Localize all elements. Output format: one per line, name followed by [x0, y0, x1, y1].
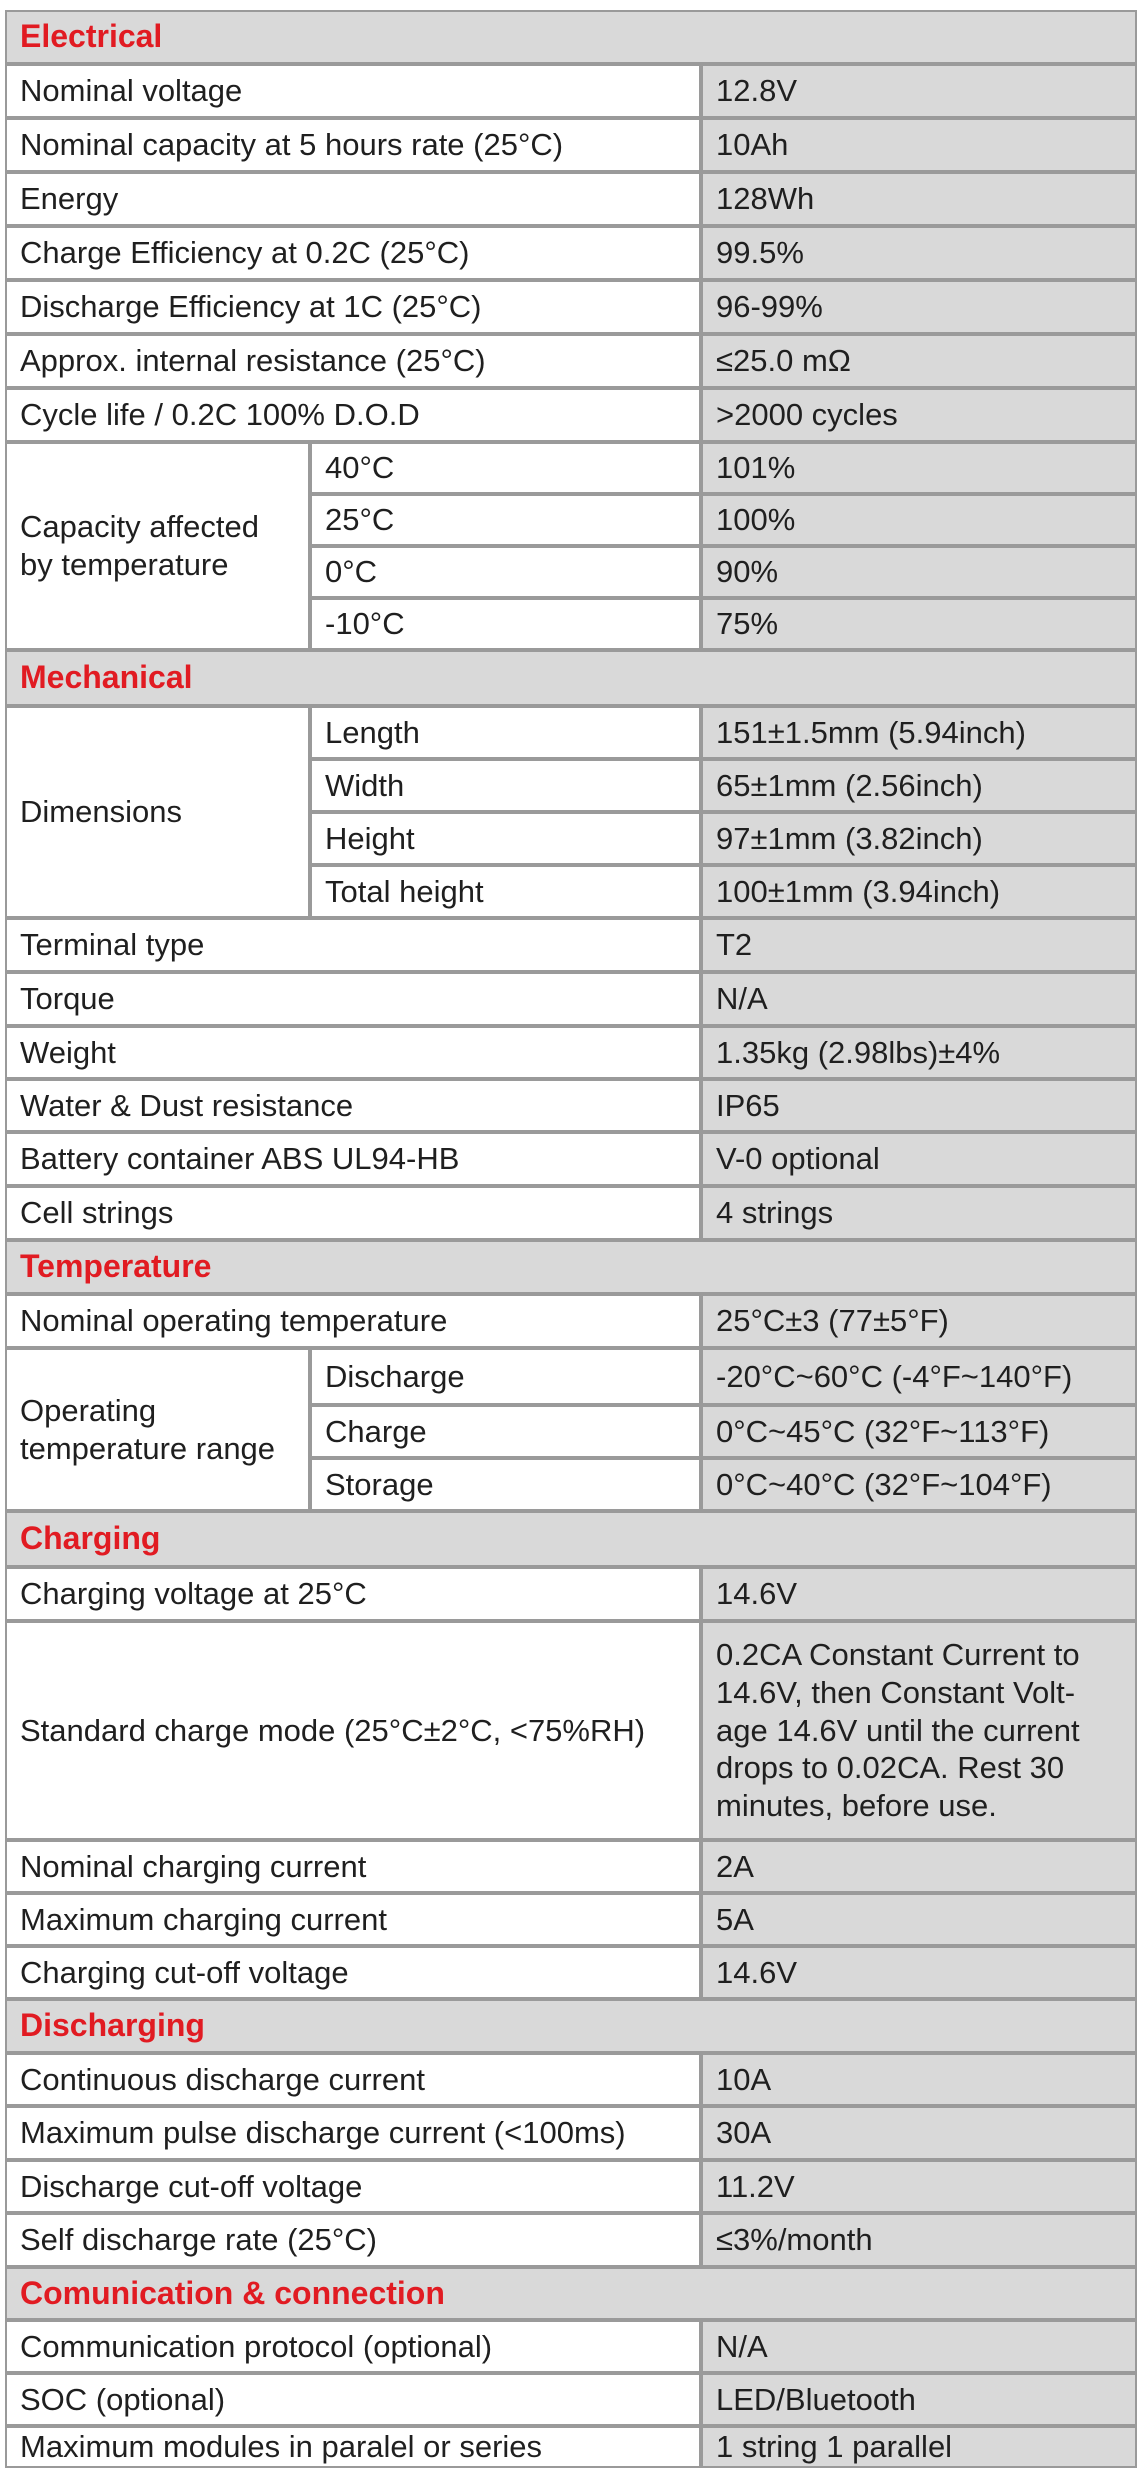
label-charge-efficiency: Charge Efficiency at 0.2C (25°C): [5, 226, 701, 280]
label-capacity-temp-row: 0°C: [310, 546, 701, 598]
label-charging-cutoff-voltage: Charging cut-off voltage: [5, 1946, 701, 1999]
label-op-range-storage: Storage: [310, 1458, 701, 1511]
value-terminal-type: T2: [701, 918, 1137, 972]
value-dimension-total-height: 100±1mm (3.94inch): [701, 865, 1137, 918]
label-dimension-length: Length: [310, 706, 701, 759]
label-op-range-discharge: Discharge: [310, 1348, 701, 1405]
label-energy: Energy: [5, 172, 701, 226]
label-capacity-temp-row: -10°C: [310, 598, 701, 650]
label-nominal-capacity: Nominal capacity at 5 hours rate (25°C): [5, 118, 701, 172]
value-battery-container: V-0 optional: [701, 1132, 1137, 1186]
value-capacity-temp-row: 75%: [701, 598, 1137, 650]
label-nominal-operating-temperature: Nominal operating temperature: [5, 1294, 701, 1348]
label-soc: SOC (optional): [5, 2373, 701, 2426]
section-communication-title: Comunication & connection: [5, 2267, 1137, 2320]
value-op-range-discharge: -20°C~60°C (-4°F~140°F): [701, 1348, 1137, 1405]
label-max-modules: Maximum modules in paralel or series: [5, 2426, 701, 2468]
value-maximum-charging-current: 5A: [701, 1893, 1137, 1946]
value-capacity-temp-row: 100%: [701, 494, 1137, 546]
label-standard-charge-mode: Standard charge mode (25°C±2°C, <75%RH): [5, 1621, 701, 1840]
label-weight: Weight: [5, 1026, 701, 1079]
label-maximum-charging-current: Maximum charging current: [5, 1893, 701, 1946]
label-torque: Torque: [5, 972, 701, 1026]
value-capacity-temp-row: 101%: [701, 442, 1137, 494]
value-communication-protocol: N/A: [701, 2320, 1137, 2373]
value-weight: 1.35kg (2.98lbs)±4%: [701, 1026, 1137, 1079]
label-internal-resistance: Approx. internal resistance (25°C): [5, 334, 701, 388]
value-max-pulse-discharge-current: 30A: [701, 2106, 1137, 2160]
value-nominal-voltage: 12.8V: [701, 64, 1137, 118]
label-discharge-cutoff-voltage: Discharge cut-off voltage: [5, 2160, 701, 2213]
section-temperature-title: Temperature: [5, 1240, 1137, 1294]
label-nominal-charging-current: Nominal charging current: [5, 1840, 701, 1893]
value-charge-efficiency: 99.5%: [701, 226, 1137, 280]
value-self-discharge-rate: ≤3%/month: [701, 2213, 1137, 2267]
value-charging-voltage: 14.6V: [701, 1567, 1137, 1621]
value-dimension-length: 151±1.5mm (5.94inch): [701, 706, 1137, 759]
value-nominal-operating-temperature: 25°C±3 (77±5°F): [701, 1294, 1137, 1348]
value-standard-charge-mode: 0.2CA Constant Current to 14.6V, then Constant Volt-age 14.6V until the current drops to 0.02CA. Rest 30 minutes, before use.: [701, 1621, 1137, 1840]
value-cell-strings: 4 strings: [701, 1186, 1137, 1240]
label-capacity-temp-row: 25°C: [310, 494, 701, 546]
label-dimension-height: Height: [310, 812, 701, 865]
label-operating-temperature-range: Operating temperature range: [5, 1348, 310, 1511]
value-op-range-storage: 0°C~40°C (32°F~104°F): [701, 1458, 1137, 1511]
label-capacity-temp-row: 40°C: [310, 442, 701, 494]
label-dimensions: Dimensions: [5, 706, 310, 918]
value-op-range-charge: 0°C~45°C (32°F~113°F): [701, 1405, 1137, 1458]
label-charging-voltage: Charging voltage at 25°C: [5, 1567, 701, 1621]
value-charging-cutoff-voltage: 14.6V: [701, 1946, 1137, 1999]
label-self-discharge-rate: Self discharge rate (25°C): [5, 2213, 701, 2267]
value-discharge-efficiency: 96-99%: [701, 280, 1137, 334]
section-electrical-title: Electrical: [5, 10, 1137, 64]
value-discharge-cutoff-voltage: 11.2V: [701, 2160, 1137, 2213]
section-discharging-title: Discharging: [5, 1999, 1137, 2053]
value-continuous-discharge-current: 10A: [701, 2053, 1137, 2106]
value-max-modules: 1 string 1 parallel: [701, 2426, 1137, 2468]
label-op-range-charge: Charge: [310, 1405, 701, 1458]
label-cell-strings: Cell strings: [5, 1186, 701, 1240]
label-nominal-voltage: Nominal voltage: [5, 64, 701, 118]
value-soc: LED/Bluetooth: [701, 2373, 1137, 2426]
value-nominal-capacity: 10Ah: [701, 118, 1137, 172]
value-torque: N/A: [701, 972, 1137, 1026]
label-dimension-total-height: Total height: [310, 865, 701, 918]
label-communication-protocol: Communication protocol (optional): [5, 2320, 701, 2373]
label-water-dust-resistance: Water & Dust resistance: [5, 1079, 701, 1132]
label-dimension-width: Width: [310, 759, 701, 812]
section-charging-title: Charging: [5, 1511, 1137, 1567]
section-mechanical-title: Mechanical: [5, 650, 1137, 706]
value-energy: 128Wh: [701, 172, 1137, 226]
value-nominal-charging-current: 2A: [701, 1840, 1137, 1893]
value-water-dust-resistance: IP65: [701, 1079, 1137, 1132]
value-capacity-temp-row: 90%: [701, 546, 1137, 598]
label-battery-container: Battery container ABS UL94-HB: [5, 1132, 701, 1186]
label-continuous-discharge-current: Continuous discharge current: [5, 2053, 701, 2106]
value-internal-resistance: ≤25.0 mΩ: [701, 334, 1137, 388]
label-capacity-affected-by-temperature: Capacity affected by temperature: [5, 442, 310, 650]
label-cycle-life: Cycle life / 0.2C 100% D.O.D: [5, 388, 701, 442]
label-terminal-type: Terminal type: [5, 918, 701, 972]
value-dimension-width: 65±1mm (2.56inch): [701, 759, 1137, 812]
label-discharge-efficiency: Discharge Efficiency at 1C (25°C): [5, 280, 701, 334]
value-dimension-height: 97±1mm (3.82inch): [701, 812, 1137, 865]
value-cycle-life: >2000 cycles: [701, 388, 1137, 442]
label-max-pulse-discharge-current: Maximum pulse discharge current (<100ms): [5, 2106, 701, 2160]
